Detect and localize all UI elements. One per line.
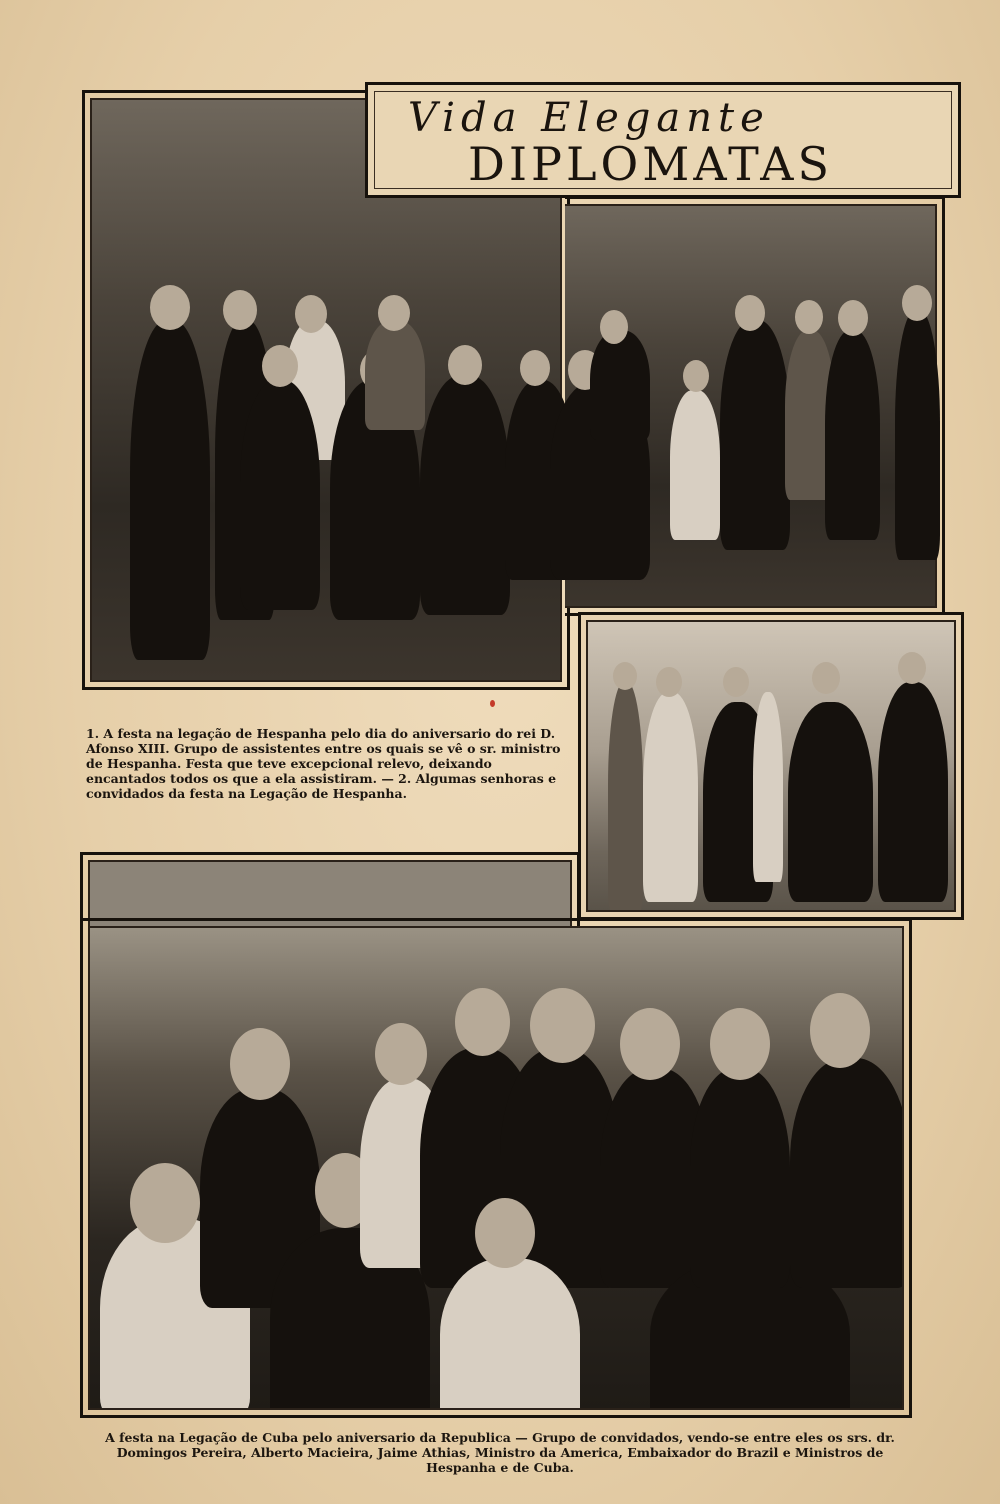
photo-3-main	[80, 918, 912, 1418]
title-box	[365, 82, 961, 198]
caption-photo-3: A festa na Legação de Cuba pelo aniversario da Republica — Grupo de convidados, vendo-se entre eles os srs. dr. Domingos Pereira, Alberto Macieira, Jaime Athias, Ministro da America, Embaixador do Brazil e Ministros de Hespanha e de Cuba.	[105, 1430, 895, 1475]
title-vida-elegante: Vida Elegante	[408, 95, 770, 141]
title-diplomatas: DIPLOMATAS	[468, 137, 833, 191]
photo-2-image	[586, 620, 956, 912]
ink-spot	[490, 700, 495, 707]
photo-3-image	[88, 926, 904, 1410]
caption-photos-1-2: 1. A festa na legação de Hespanha pelo dia do aniversario do rei D. Afonso XIII. Grupo de assistentes entre os quais se vê o sr. ministro de Hespanha. Festa que teve excepcional relevo, deixando encantados todos os que a ela assistiram. — 2. Algumas senhoras e convidados da festa na Legação de Hespanha.	[86, 726, 561, 801]
photo-2-ladies-guests	[578, 612, 964, 920]
